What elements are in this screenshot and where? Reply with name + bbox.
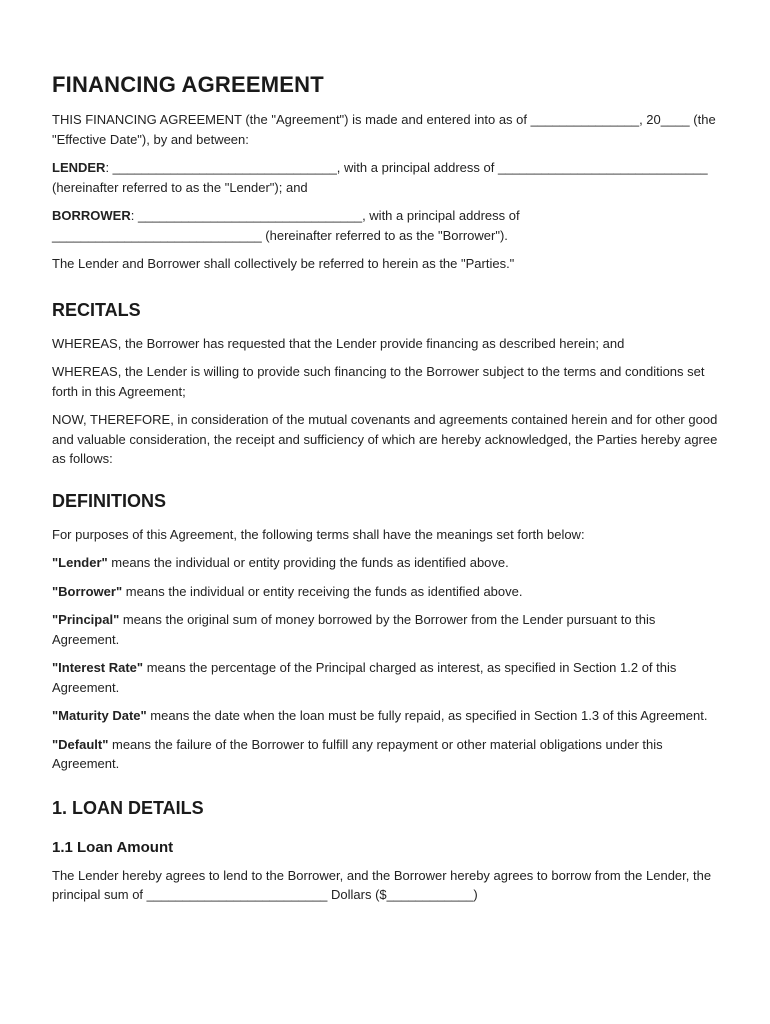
definition-term: "Borrower" [52,583,123,599]
lender-label: LENDER [52,160,106,175]
definition-term: "Default" [52,736,109,752]
definition-text: means the date when the loan must be fully repaid, as specified in Section 1.3 of this Agreement. [146,708,708,723]
definition-interest-rate [52,658,718,697]
definition-text: means the individual or entity receiving the funds as identified above. [122,583,523,599]
recital-paragraph-3: NOW, THEREFORE, in consideration of the mutual covenants and agreements contained herein and for other good and valuable consideration, the receipt and sufficiency of which are hereby acknowledged, the Parties hereby agree as follows: [52,412,718,466]
lender-text: : _______________________________, with a principal address of _____________________________ (hereinafter referred to as the "Lender"); and [52,160,708,195]
definition-text: means the original sum of money borrowed by the Borrower from the Lender pursuant to this Agreement. [52,612,656,647]
definition-term: "Lender" [52,555,108,570]
borrower-label: BORROWER [52,208,131,223]
intro-paragraph: THIS FINANCING AGREEMENT (the "Agreement") is made and entered into as of _______________, 20____ (the "Effective Date"), by and between: [52,112,716,147]
definition-principal [52,610,718,649]
recital-paragraph-2: WHEREAS, the Lender is willing to provide such financing to the Borrower subject to the terms and conditions set forth in this Agreement; [52,364,705,399]
definition-lender [52,553,718,573]
borrower-text: : _______________________________, with a principal address of _____________________________ (hereinafter referred to as the "Borrower"). [52,208,520,243]
definition-default [52,735,718,774]
loan-details-heading: 1. LOAN DETAILS [52,797,204,818]
definition-borrower [52,582,718,602]
definition-maturity-date [52,706,718,726]
definitions-heading: DEFINITIONS [52,490,167,511]
definition-text: means the percentage of the Principal charged as interest, as specified in Section 1.2 of this Agreement. [52,660,677,695]
loan-amount-paragraph: The Lender hereby agrees to lend to the Borrower, and the Borrower hereby agrees to borrow from the Lender, the principal sum of _________________________ Dollars ($____________) [52,867,712,902]
borrower-paragraph [52,206,718,245]
recitals-heading: RECITALS [52,299,141,320]
parties-paragraph: The Lender and Borrower shall collectively be referred to herein as the "Parties." [52,256,515,271]
lender-paragraph [52,158,718,197]
definition-term: "Principal" [52,612,120,627]
document-title: FINANCING AGREEMENT [52,72,324,97]
recital-paragraph-1: WHEREAS, the Borrower has requested that the Lender provide financing as described herein; and [52,335,625,351]
loan-amount-heading: 1.1 Loan Amount [52,838,174,856]
definition-text: means the failure of the Borrower to fulfill any repayment or other material obligations under this Agreement. [52,736,663,771]
definition-term: "Maturity Date" [52,708,147,723]
definitions-intro: For purposes of this Agreement, the following terms shall have the meanings set forth below: [52,526,585,542]
definition-text: means the individual or entity providing the funds as identified above. [107,555,509,570]
definition-term: "Interest Rate" [52,660,144,675]
